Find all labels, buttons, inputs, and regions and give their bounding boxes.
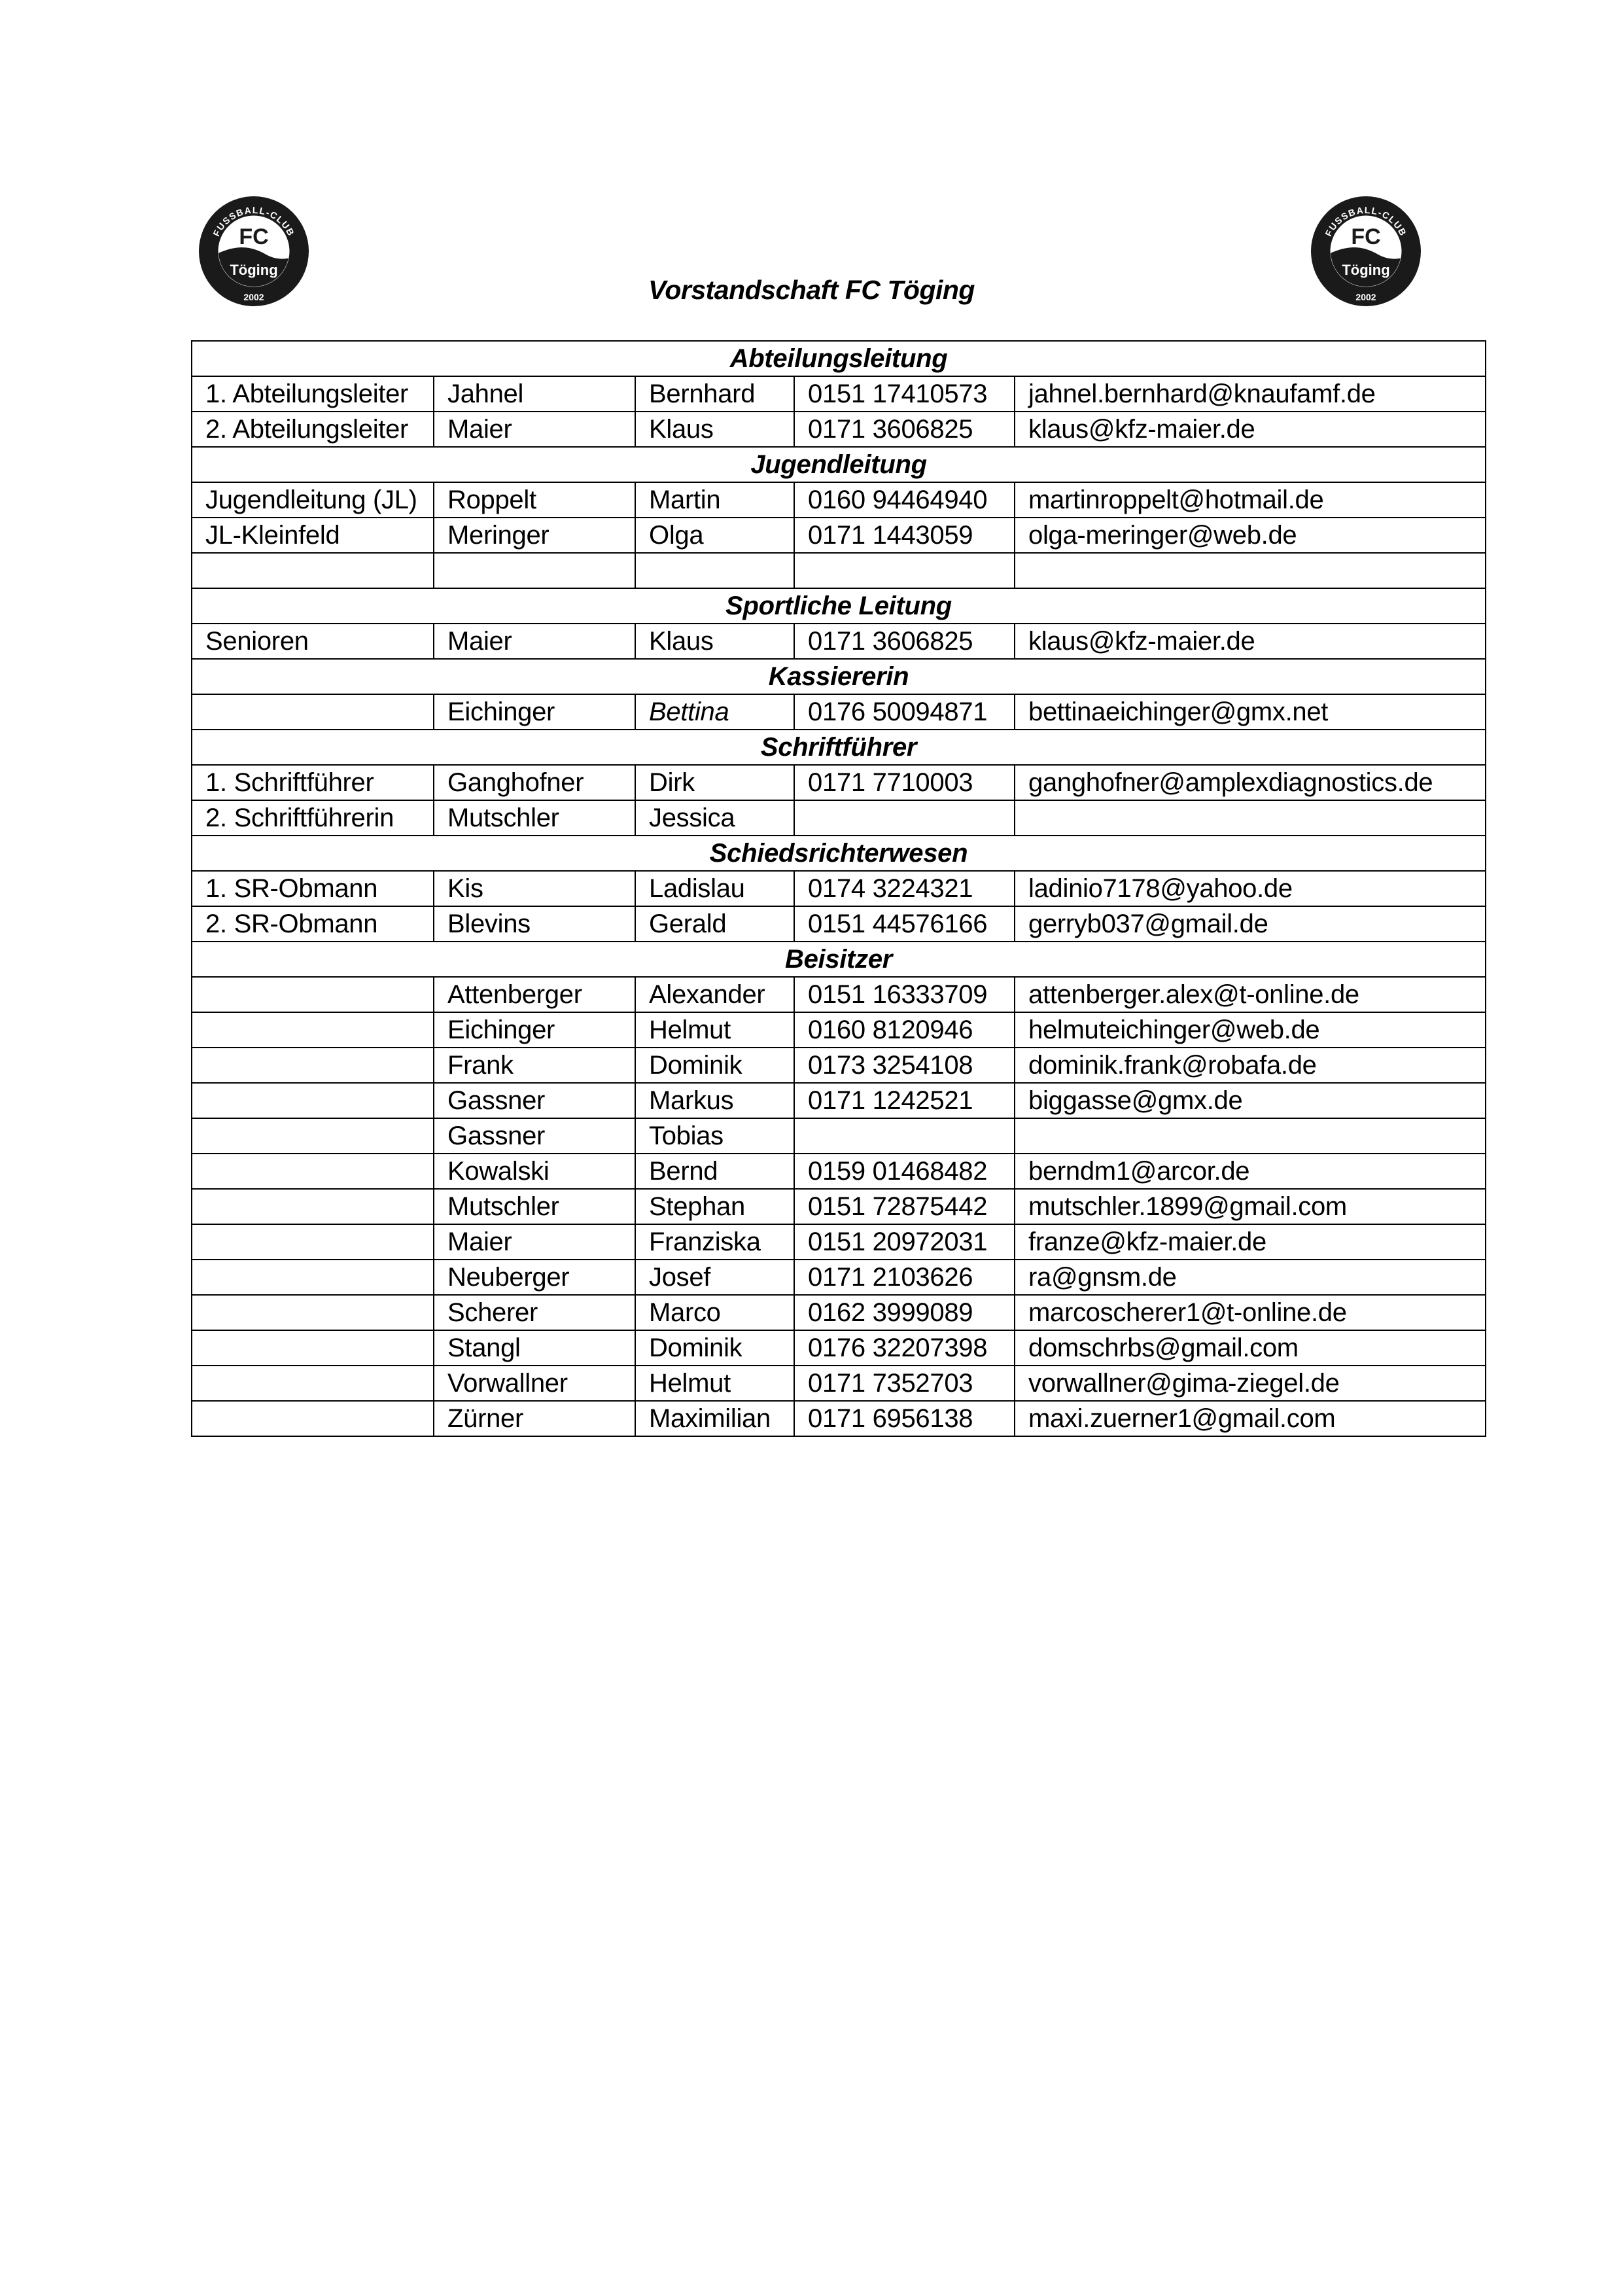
board-table bbox=[191, 340, 1486, 1437]
phone-cell: 0171 1443059 bbox=[794, 518, 1015, 553]
svg-text:2002: 2002 bbox=[243, 292, 264, 302]
email-cell: berndm1@arcor.de bbox=[1015, 1154, 1486, 1189]
last-name-cell: Blevins bbox=[434, 906, 635, 942]
role-cell bbox=[192, 1366, 434, 1401]
table-row bbox=[192, 906, 1486, 942]
section-header-row bbox=[192, 942, 1486, 977]
table-row bbox=[192, 1154, 1486, 1189]
last-name-cell: Vorwallner bbox=[434, 1366, 635, 1401]
section-heading: Jugendleitung bbox=[192, 447, 1486, 482]
phone-cell: 0171 1242521 bbox=[794, 1083, 1015, 1118]
phone-cell bbox=[794, 553, 1015, 588]
role-cell bbox=[192, 1048, 434, 1083]
first-name-cell: Klaus bbox=[635, 412, 794, 447]
email-cell: klaus@kfz-maier.de bbox=[1015, 624, 1486, 659]
phone-cell: 0171 7710003 bbox=[794, 765, 1015, 800]
phone-cell: 0171 3606825 bbox=[794, 412, 1015, 447]
email-cell bbox=[1015, 800, 1486, 836]
first-name-cell: Bettina bbox=[635, 694, 794, 730]
first-name-cell: Dirk bbox=[635, 765, 794, 800]
role-cell bbox=[192, 1401, 434, 1436]
phone-cell: 0151 44576166 bbox=[794, 906, 1015, 942]
last-name-cell: Scherer bbox=[434, 1295, 635, 1330]
phone-cell: 0159 01468482 bbox=[794, 1154, 1015, 1189]
email-cell: jahnel.bernhard@knaufamf.de bbox=[1015, 376, 1486, 412]
role-cell bbox=[192, 1012, 434, 1048]
table-row bbox=[192, 1012, 1486, 1048]
table-row bbox=[192, 1366, 1486, 1401]
table-row bbox=[192, 1189, 1486, 1224]
first-name-cell: Maximilian bbox=[635, 1401, 794, 1436]
email-cell: bettinaeichinger@gmx.net bbox=[1015, 694, 1486, 730]
last-name-cell bbox=[434, 553, 635, 588]
role-cell: 2. Schriftführerin bbox=[192, 800, 434, 836]
role-cell: Jugendleitung (JL) bbox=[192, 482, 434, 518]
table-row bbox=[192, 694, 1486, 730]
table-row bbox=[192, 1118, 1486, 1154]
role-cell: 1. Schriftführer bbox=[192, 765, 434, 800]
role-cell bbox=[192, 1260, 434, 1295]
table-row bbox=[192, 1330, 1486, 1366]
table-row bbox=[192, 553, 1486, 588]
email-cell: marcoscherer1@t-online.de bbox=[1015, 1295, 1486, 1330]
role-cell bbox=[192, 977, 434, 1012]
table-row bbox=[192, 871, 1486, 906]
role-cell bbox=[192, 553, 434, 588]
email-cell: ganghofner@amplexdiagnostics.de bbox=[1015, 765, 1486, 800]
table-row bbox=[192, 482, 1486, 518]
phone-cell: 0171 3606825 bbox=[794, 624, 1015, 659]
first-name-cell: Marco bbox=[635, 1295, 794, 1330]
role-cell bbox=[192, 1189, 434, 1224]
email-cell bbox=[1015, 1118, 1486, 1154]
email-cell: ladinio7178@yahoo.de bbox=[1015, 871, 1486, 906]
phone-cell: 0162 3999089 bbox=[794, 1295, 1015, 1330]
last-name-cell: Neuberger bbox=[434, 1260, 635, 1295]
phone-cell: 0171 2103626 bbox=[794, 1260, 1015, 1295]
phone-cell: 0151 20972031 bbox=[794, 1224, 1015, 1260]
first-name-cell: Jessica bbox=[635, 800, 794, 836]
table-row bbox=[192, 624, 1486, 659]
section-heading: Beisitzer bbox=[192, 942, 1486, 977]
phone-cell: 0160 94464940 bbox=[794, 482, 1015, 518]
first-name-cell: Helmut bbox=[635, 1012, 794, 1048]
document-title: Vorstandschaft FC Töging bbox=[648, 275, 975, 305]
first-name-cell: Josef bbox=[635, 1260, 794, 1295]
svg-text:FUSSBALL-CLUB: FUSSBALL-CLUB bbox=[211, 204, 297, 238]
first-name-cell: Alexander bbox=[635, 977, 794, 1012]
last-name-cell: Gassner bbox=[434, 1118, 635, 1154]
first-name-cell: Dominik bbox=[635, 1330, 794, 1366]
role-cell: 1. SR-Obmann bbox=[192, 871, 434, 906]
last-name-cell: Eichinger bbox=[434, 1012, 635, 1048]
email-cell: maxi.zuerner1@gmail.com bbox=[1015, 1401, 1486, 1436]
section-heading: Sportliche Leitung bbox=[192, 588, 1486, 624]
phone-cell: 0160 8120946 bbox=[794, 1012, 1015, 1048]
phone-cell: 0174 3224321 bbox=[794, 871, 1015, 906]
role-cell: JL-Kleinfeld bbox=[192, 518, 434, 553]
table-row bbox=[192, 800, 1486, 836]
role-cell bbox=[192, 1295, 434, 1330]
table-row bbox=[192, 1401, 1486, 1436]
last-name-cell: Maier bbox=[434, 1224, 635, 1260]
email-cell: franze@kfz-maier.de bbox=[1015, 1224, 1486, 1260]
section-heading: Schriftführer bbox=[192, 730, 1486, 765]
section-heading: Schiedsrichterwesen bbox=[192, 836, 1486, 871]
first-name-cell: Markus bbox=[635, 1083, 794, 1118]
svg-text:FUSSBALL-CLUB: FUSSBALL-CLUB bbox=[1323, 204, 1409, 238]
section-header-row bbox=[192, 447, 1486, 482]
first-name-cell: Bernd bbox=[635, 1154, 794, 1189]
svg-text:Töging: Töging bbox=[230, 262, 278, 278]
first-name-cell: Dominik bbox=[635, 1048, 794, 1083]
role-cell bbox=[192, 1154, 434, 1189]
section-header-row bbox=[192, 659, 1486, 694]
svg-text:Töging: Töging bbox=[1342, 262, 1390, 278]
first-name-cell: Stephan bbox=[635, 1189, 794, 1224]
first-name-cell: Tobias bbox=[635, 1118, 794, 1154]
svg-text:FC: FC bbox=[239, 224, 269, 249]
last-name-cell: Attenberger bbox=[434, 977, 635, 1012]
last-name-cell: Zürner bbox=[434, 1401, 635, 1436]
email-cell: vorwallner@gima-ziegel.de bbox=[1015, 1366, 1486, 1401]
table-row bbox=[192, 977, 1486, 1012]
table-row bbox=[192, 765, 1486, 800]
last-name-cell: Kis bbox=[434, 871, 635, 906]
svg-text:FC: FC bbox=[1351, 224, 1381, 249]
table-row bbox=[192, 518, 1486, 553]
last-name-cell: Meringer bbox=[434, 518, 635, 553]
section-header-row bbox=[192, 588, 1486, 624]
role-cell bbox=[192, 1118, 434, 1154]
phone-cell: 0151 16333709 bbox=[794, 977, 1015, 1012]
section-heading: Abteilungsleitung bbox=[192, 341, 1486, 376]
role-cell: Senioren bbox=[192, 624, 434, 659]
last-name-cell: Mutschler bbox=[434, 800, 635, 836]
phone-cell: 0176 32207398 bbox=[794, 1330, 1015, 1366]
last-name-cell: Eichinger bbox=[434, 694, 635, 730]
phone-cell: 0176 50094871 bbox=[794, 694, 1015, 730]
first-name-cell: Ladislau bbox=[635, 871, 794, 906]
last-name-cell: Frank bbox=[434, 1048, 635, 1083]
email-cell: biggasse@gmx.de bbox=[1015, 1083, 1486, 1118]
email-cell: gerryb037@gmail.de bbox=[1015, 906, 1486, 942]
table-row bbox=[192, 1048, 1486, 1083]
role-cell bbox=[192, 1224, 434, 1260]
section-header-row bbox=[192, 836, 1486, 871]
email-cell: attenberger.alex@t-online.de bbox=[1015, 977, 1486, 1012]
role-cell: 2. Abteilungsleiter bbox=[192, 412, 434, 447]
first-name-cell: Klaus bbox=[635, 624, 794, 659]
table-row bbox=[192, 1224, 1486, 1260]
table-row bbox=[192, 1260, 1486, 1295]
phone-cell: 0151 72875442 bbox=[794, 1189, 1015, 1224]
last-name-cell: Jahnel bbox=[434, 376, 635, 412]
phone-cell bbox=[794, 800, 1015, 836]
section-header-row bbox=[192, 341, 1486, 376]
last-name-cell: Maier bbox=[434, 624, 635, 659]
phone-cell: 0173 3254108 bbox=[794, 1048, 1015, 1083]
email-cell: domschrbs@gmail.com bbox=[1015, 1330, 1486, 1366]
last-name-cell: Ganghofner bbox=[434, 765, 635, 800]
section-heading: Kassiererin bbox=[192, 659, 1486, 694]
role-cell: 2. SR-Obmann bbox=[192, 906, 434, 942]
role-cell: 1. Abteilungsleiter bbox=[192, 376, 434, 412]
first-name-cell: Helmut bbox=[635, 1366, 794, 1401]
table-row bbox=[192, 376, 1486, 412]
email-cell bbox=[1015, 553, 1486, 588]
table-row bbox=[192, 1083, 1486, 1118]
first-name-cell: Martin bbox=[635, 482, 794, 518]
last-name-cell: Roppelt bbox=[434, 482, 635, 518]
section-header-row bbox=[192, 730, 1486, 765]
last-name-cell: Gassner bbox=[434, 1083, 635, 1118]
svg-text:2002: 2002 bbox=[1355, 292, 1376, 302]
role-cell bbox=[192, 1083, 434, 1118]
first-name-cell bbox=[635, 553, 794, 588]
email-cell: klaus@kfz-maier.de bbox=[1015, 412, 1486, 447]
last-name-cell: Maier bbox=[434, 412, 635, 447]
last-name-cell: Stangl bbox=[434, 1330, 635, 1366]
email-cell: dominik.frank@robafa.de bbox=[1015, 1048, 1486, 1083]
phone-cell bbox=[794, 1118, 1015, 1154]
phone-cell: 0151 17410573 bbox=[794, 376, 1015, 412]
email-cell: ra@gnsm.de bbox=[1015, 1260, 1486, 1295]
email-cell: martinroppelt@hotmail.de bbox=[1015, 482, 1486, 518]
first-name-cell: Olga bbox=[635, 518, 794, 553]
email-cell: helmuteichinger@web.de bbox=[1015, 1012, 1486, 1048]
table-row bbox=[192, 412, 1486, 447]
role-cell bbox=[192, 694, 434, 730]
first-name-cell: Gerald bbox=[635, 906, 794, 942]
email-cell: olga-meringer@web.de bbox=[1015, 518, 1486, 553]
first-name-cell: Bernhard bbox=[635, 376, 794, 412]
table-row bbox=[192, 1295, 1486, 1330]
phone-cell: 0171 6956138 bbox=[794, 1401, 1015, 1436]
email-cell: mutschler.1899@gmail.com bbox=[1015, 1189, 1486, 1224]
phone-cell: 0171 7352703 bbox=[794, 1366, 1015, 1401]
role-cell bbox=[192, 1330, 434, 1366]
last-name-cell: Mutschler bbox=[434, 1189, 635, 1224]
last-name-cell: Kowalski bbox=[434, 1154, 635, 1189]
first-name-cell: Franziska bbox=[635, 1224, 794, 1260]
